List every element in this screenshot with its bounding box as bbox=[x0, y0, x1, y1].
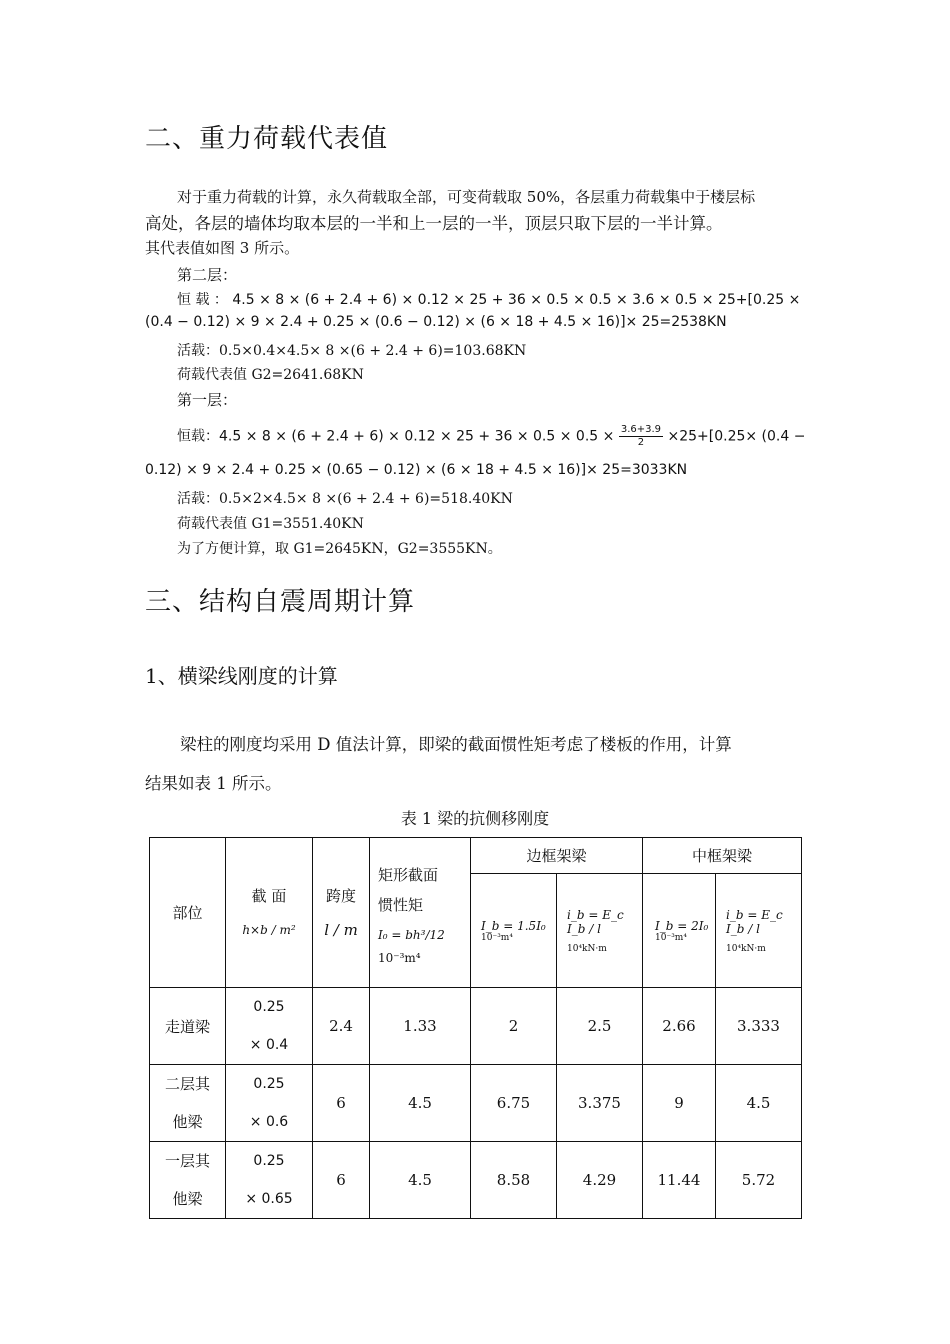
floor1-dead-load-part-b: ×25+[0.25× (0.4 − bbox=[667, 428, 806, 445]
cell-edge-i: 3.375 bbox=[557, 1065, 643, 1142]
floor2-label: 第二层： bbox=[177, 266, 238, 284]
fraction-denominator: 2 bbox=[637, 437, 645, 448]
header-inertia: 矩形截面 惯性矩 I₀ = bh³/12 10⁻³m⁴ bbox=[370, 838, 471, 988]
header-span: 跨度 l / m bbox=[313, 838, 370, 988]
header-edge-i: i_b = E_c I_b / l 10⁴kN·m bbox=[557, 874, 643, 988]
header-mid-frame: 中框架梁 bbox=[643, 838, 802, 874]
fraction-numerator: 3.6+3.9 bbox=[620, 424, 662, 435]
cell-edge-i: 2.5 bbox=[557, 988, 643, 1065]
floor1-label: 第一层： bbox=[177, 391, 238, 409]
intro-line-2: 高处，各层的墙体均取本层的一半和上一层的一半，顶层只取下层的一半计算。 bbox=[145, 214, 723, 233]
intro-line-1: 对于重力荷载的计算，永久荷载取全部，可变荷载取 50%，各层重力荷载集中于楼层标 bbox=[177, 188, 756, 206]
header-edge-frame: 边框架梁 bbox=[471, 838, 643, 874]
floor1-dead-load-part-a: 恒载：4.5 × 8 × (6 + 2.4 + 6) × 0.12 × 25 + 36 × 0.5 × 0.5 × bbox=[177, 428, 615, 445]
cell-mid-ib: 2.66 bbox=[643, 988, 716, 1065]
floor2-representative: 荷载代表值 G2=2641.68KN bbox=[177, 367, 364, 383]
cell-part: 一层其 他梁 bbox=[150, 1142, 226, 1219]
cell-mid-i: 5.72 bbox=[716, 1142, 802, 1219]
cell-section: 0.25 × 0.65 bbox=[226, 1142, 313, 1219]
floor1-fraction bbox=[619, 424, 663, 449]
table-row bbox=[150, 988, 802, 1065]
table-caption: 表 1 梁的抗侧移刚度 bbox=[400, 809, 550, 828]
floor2-live-load: 活载：0.5×0.4×4.5× 8 ×(6 + 2.4 + 6)=103.68KN bbox=[177, 343, 527, 359]
cell-edge-ib: 6.75 bbox=[471, 1065, 557, 1142]
floor1-representative: 荷载代表值 G1=3551.40KN bbox=[177, 516, 364, 532]
header-edge-ib: I_b = 1.5I₀ 10⁻³m⁴ bbox=[471, 874, 557, 988]
cell-section: 0.25 × 0.6 bbox=[226, 1065, 313, 1142]
cell-mid-ib: 9 bbox=[643, 1065, 716, 1142]
table-row bbox=[150, 1142, 802, 1219]
cell-i0: 4.5 bbox=[370, 1142, 471, 1219]
header-mid-ib: I_b = 2I₀ 10⁻³m⁴ bbox=[643, 874, 716, 988]
section-2-title: 二、重力荷载代表值 bbox=[145, 124, 389, 154]
header-mid-i: i_b = E_c I_b / l 10⁴kN·m bbox=[716, 874, 802, 988]
cell-edge-ib: 2 bbox=[471, 988, 557, 1065]
table-header-row-1 bbox=[150, 838, 802, 874]
convenience-note: 为了方便计算，取 G1=2645KN，G2=3555KN。 bbox=[177, 541, 502, 557]
cell-part: 二层其 他梁 bbox=[150, 1065, 226, 1142]
table-row bbox=[150, 1065, 802, 1142]
floor1-live-load: 活载：0.5×2×4.5× 8 ×(6 + 2.4 + 6)=518.40KN bbox=[177, 491, 513, 507]
cell-section: 0.25 × 0.4 bbox=[226, 988, 313, 1065]
beam-stiffness-table bbox=[149, 837, 802, 1219]
cell-span: 6 bbox=[313, 1142, 370, 1219]
cell-part: 走道梁 bbox=[150, 988, 226, 1065]
stiffness-para-line-1: 梁柱的刚度均采用 D 值法计算，即梁的截面惯性矩考虑了楼板的作用，计算 bbox=[180, 735, 732, 754]
cell-span: 2.4 bbox=[313, 988, 370, 1065]
floor1-dead-load-line-1 bbox=[177, 424, 805, 449]
header-part: 部位 bbox=[150, 838, 226, 988]
subsection-1-title: 1、横梁线刚度的计算 bbox=[145, 664, 338, 688]
stiffness-para-line-2: 结果如表 1 所示。 bbox=[145, 774, 282, 793]
cell-mid-i: 4.5 bbox=[716, 1065, 802, 1142]
cell-mid-i: 3.333 bbox=[716, 988, 802, 1065]
floor1-dead-load-line-2: 0.12) × 9 × 2.4 + 0.25 × (0.65 − 0.12) × (6 × 18 + 4.5 × 16)]× 25=3033KN bbox=[145, 462, 688, 478]
floor2-dead-load-line-1: 恒 载 ： 4.5 × 8 × (6 + 2.4 + 6) × 0.12 × 25 + 36 × 0.5 × 0.5 × 3.6 × 0.5 × 25+[0.25 × bbox=[177, 292, 801, 308]
cell-i0: 1.33 bbox=[370, 988, 471, 1065]
intro-line-3: 其代表值如图 3 所示。 bbox=[145, 239, 300, 257]
section-3-title: 三、结构自震周期计算 bbox=[145, 587, 416, 617]
cell-span: 6 bbox=[313, 1065, 370, 1142]
cell-edge-i: 4.29 bbox=[557, 1142, 643, 1219]
cell-edge-ib: 8.58 bbox=[471, 1142, 557, 1219]
floor2-dead-load-line-2: (0.4 − 0.12) × 9 × 2.4 + 0.25 × (0.6 − 0.12) × (6 × 18 + 4.5 × 16)]× 25=2538KN bbox=[145, 314, 727, 330]
header-section: 截 面 h×b / m² bbox=[226, 838, 313, 988]
cell-mid-ib: 11.44 bbox=[643, 1142, 716, 1219]
cell-i0: 4.5 bbox=[370, 1065, 471, 1142]
